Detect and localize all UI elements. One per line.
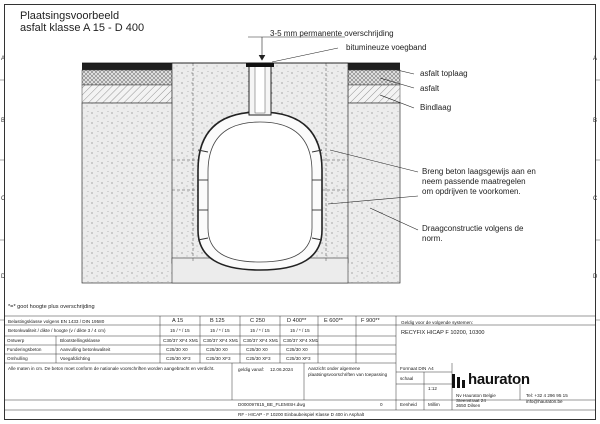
logo-mark-icon [452,374,466,388]
drawing-number: D000097815_BE_FLEMISH.dwg [238,402,306,407]
margin-letter-a: A [1,56,6,62]
callout-beton-line-2: neem passende maatregelen [422,177,526,186]
class-b125: B 125 [210,318,225,324]
margin-letter-c-right: C [593,196,598,202]
asphalt-left [82,70,172,85]
callout-toplaag: asfalt toplaag [420,69,468,78]
company-line-2: Steenstraat 24 [456,398,486,403]
cell-r2-c3: C25/30 X0 [286,347,308,352]
valid-date: 12.06.2024 [270,367,293,372]
class-d400: D 400** [287,318,307,324]
cell-r3-c3: C25/30 XF3 [286,356,311,361]
cell-r2-c1: C25/30 X0 [206,347,228,352]
class-e600: E 600** [324,318,343,324]
logo-wordmark: hauraton [468,371,530,388]
callout-overschrijding: 3-5 mm permanente overschrijding [270,29,394,38]
cell-r2-c0: C25/30 X0 [166,347,188,352]
cell-r3-c1: C25/30 XF3 [206,356,231,361]
scale-label: schaal [400,376,414,381]
channel-inner [208,122,312,262]
company-line-1: Nv Hauraton Belgie [456,393,496,398]
table-header-label: Belastingsklasse volgens EN 1433 / DIN 19580 [8,319,105,324]
class-f900: F 900** [361,318,380,324]
class-c250: C 250 [250,318,265,324]
row-label-blootstelling: Blootstellingsklasse [60,338,101,343]
class-a15: A 15 [172,318,184,324]
unit-label: Eenheid [400,402,417,407]
cell-r1-c0: C30/37 XF4 XM1 [163,338,199,343]
slot-opening [255,63,265,113]
title-line-1: Plaatsingsvoorbeeld [20,10,120,22]
hauraton-logo [452,369,530,393]
title-line-2: asfalt klasse A 15 - D 400 [20,22,145,34]
unit-value: Millim [428,402,440,407]
asphalt-right [348,70,400,85]
cell-r0-c1: 15 / * / 15 [210,328,230,333]
notice-line-1: Aanzicht onder algemene [308,366,361,371]
cell-r0-c0: 15 / * / 15 [170,328,190,333]
margin-letter-b: B [1,118,6,124]
product-value: RECYFIX HICAP F 10200, 10300 [401,330,485,336]
side-label-fundering: Funderingsbeton [7,347,42,352]
company-line-3: 3650 Dilsen [456,403,481,408]
side-label-ontwerp: Ontwerp [7,338,25,343]
margin-letter-c: C [1,196,6,202]
contact-email: info@hauraton.be [526,399,563,404]
valid-label: geldig vanaf: [238,367,265,372]
notice-line-2: plaatsingsvoorschriften van toepassing [308,372,388,377]
cell-r1-c2: C30/37 XF4 XM1 [243,338,279,343]
callout-bindlaag: Bindlaag [420,103,452,112]
row-label-voegafdichting: Voegafdichting [60,356,91,361]
callout-beton-line-1: Breng beton laagsgewijs aan en [422,167,536,176]
row-label-aanvulling: Aanvulling betonkwaliteit [60,347,111,352]
side-label-omhulling: Omhulling [7,356,28,361]
format-label: Formaat DIN [400,366,427,371]
revision: 0 [380,402,383,407]
footnote: *=* goot hoogte plus overschrijding [8,304,95,310]
bindlaag-right [348,85,400,103]
cell-r1-c3: C30/37 XF4 XM1 [283,338,319,343]
margin-letter-a-right: A [593,56,598,62]
row-label-betonkwaliteit: Betonkwaliteit / dikte / hoogte (v / dikte 3 / 4 cm) [8,328,106,333]
margin-letter-d-right: D [593,274,598,280]
margin-letter-b-right: B [593,118,598,124]
format-value: A4 [428,366,434,371]
cell-r0-c2: 15 / * / 15 [250,328,270,333]
product-label: Geldig voor de volgende systemen: [401,320,474,325]
callout-asfalt: asfalt [420,84,440,93]
margin-letter-d: D [1,274,6,280]
scale-value: 1:12 [428,386,437,391]
cell-r2-c2: C25/30 X0 [246,347,268,352]
cell-r3-c2: C25/30 XF3 [246,356,271,361]
callout-beton-line-3: om opdrijven te voorkomen. [422,187,521,196]
cell-r0-c3: 15 / * / 15 [290,328,310,333]
caption: RF - HICAP - F 10200 Einbaubeispiel Klasse D 400 in Asphalt [238,412,365,417]
notes-text: Alle maten in cm. De beton moet conform de nationale voorschriften worden aangebracht en verdicht. [8,366,215,371]
callout-voegband: bitumineuze voegband [346,43,427,52]
joint-band [246,63,274,67]
cell-r1-c1: C30/37 XF4 XM1 [203,338,239,343]
contact-phone: Tel: +32 4 296 95 15 [526,393,568,398]
asphalt-top-left [82,63,172,70]
callout-draag-line-2: norm. [422,234,443,243]
callout-draag-line-1: Draagconstructie volgens de [422,224,524,233]
cell-r3-c0: C25/30 XF3 [166,356,191,361]
bindlaag-left [82,85,172,103]
